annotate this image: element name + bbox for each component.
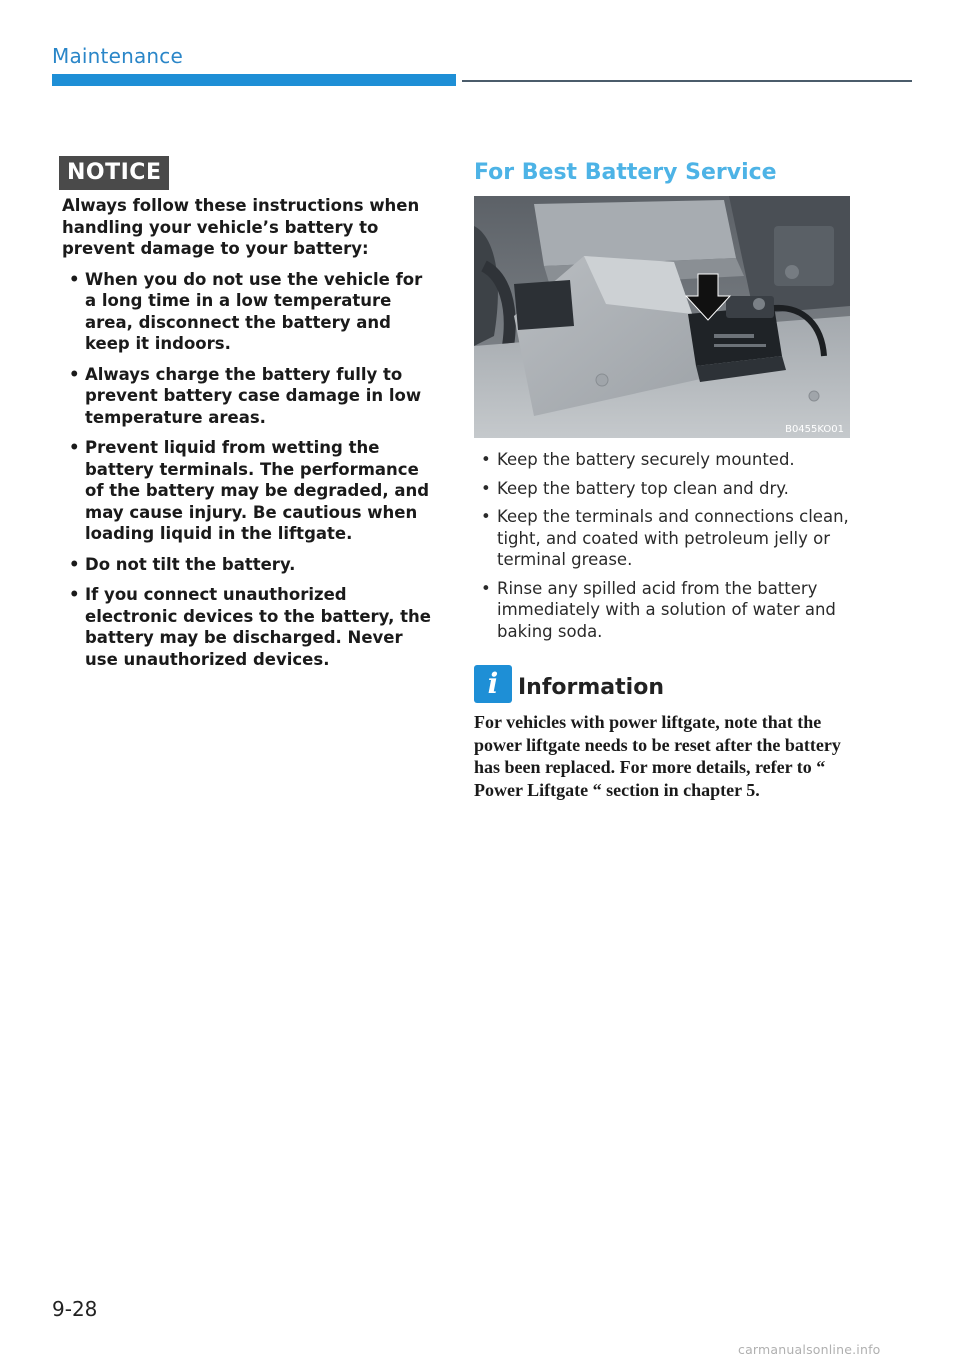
info-icon: i xyxy=(474,665,512,703)
notice-item: • Always charge the battery fully to prevent battery case damage in low temperature areas. xyxy=(69,364,422,427)
notice-item: • Prevent liquid from wetting the battery terminals. The performance of the battery may be degraded, and may cause injury. Be cautious when loading liquid in the liftgate. xyxy=(69,438,430,543)
service-item: • Keep the battery top clean and dry. xyxy=(481,478,789,498)
section-title: Maintenance xyxy=(52,44,183,68)
notice-list xyxy=(62,269,438,671)
service-item: • Keep the terminals and connections clean, tight, and coated with petroleum jelly or terminal grease. xyxy=(481,507,849,569)
notice-item: • When you do not use the vehicle for a long time in a low temperature area, disconnect the battery and keep it indoors. xyxy=(69,269,423,353)
notice-item: • Do not tilt the battery. xyxy=(69,554,296,574)
notice-intro: Always follow these instructions when handling your vehicle’s battery to prevent damage to your battery: xyxy=(62,196,420,258)
info-title: Information xyxy=(518,675,664,700)
notice-badge: NOTICE xyxy=(59,156,169,190)
header-bar-rule xyxy=(462,80,912,82)
watermark: carmanualsonline.info xyxy=(738,1342,881,1357)
service-list xyxy=(474,449,854,649)
service-item: • Keep the battery securely mounted. xyxy=(481,450,795,469)
engine-bay-illustration xyxy=(474,196,850,438)
service-heading: For Best Battery Service xyxy=(474,160,777,185)
header-bar-accent xyxy=(52,74,456,86)
image-code: B0455KO01 xyxy=(785,424,844,435)
service-item: • Rinse any spilled acid from the battery immediately with a solution of water and baking soda. xyxy=(481,578,836,641)
page-number: 9-28 xyxy=(52,1297,98,1321)
battery-photo xyxy=(474,196,850,438)
info-body: For vehicles with power liftgate, note that the power liftgate needs to be reset after the battery has been replaced. For more details, refer to “ Power Liftgate “ section in chapter 5. xyxy=(474,712,841,800)
notice-item: • If you connect unauthorized electronic devices to the battery, the battery may be discharged. Never use unauthorized devices. xyxy=(69,585,431,669)
service-items xyxy=(474,449,854,642)
notice-block xyxy=(62,195,438,679)
